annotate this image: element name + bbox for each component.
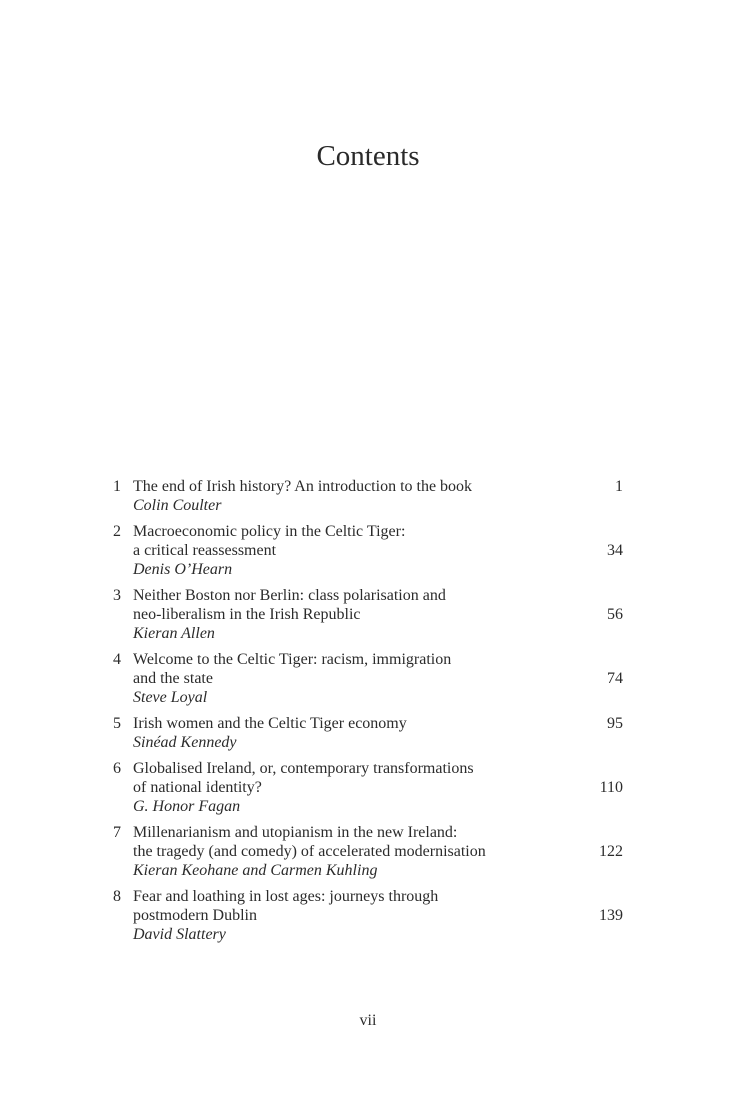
toc-entry <box>113 759 623 816</box>
chapter-author: G. Honor Fagan <box>133 798 241 815</box>
chapter-page: 56 <box>607 606 623 623</box>
toc-entry <box>113 887 623 944</box>
chapter-number: 2 <box>113 523 121 540</box>
chapter-number: 4 <box>113 651 121 668</box>
chapter-number: 6 <box>113 760 121 777</box>
chapter-number: 1 <box>113 478 121 495</box>
toc-entry <box>113 522 623 579</box>
chapter-title: The end of Irish history? An introduction to the book <box>133 478 473 495</box>
chapter-page: 34 <box>607 542 623 559</box>
chapter-author: Denis O’Hearn <box>133 561 233 578</box>
chapter-title: of national identity? <box>133 779 262 796</box>
chapter-page: 74 <box>607 670 623 687</box>
chapter-title: the tragedy (and comedy) of accelerated modernisation <box>133 843 486 860</box>
chapter-author: Steve Loyal <box>133 689 208 706</box>
chapter-number: 8 <box>113 888 121 905</box>
table-of-contents <box>113 477 623 951</box>
chapter-title: Globalised Ireland, or, contemporary transformations <box>133 760 474 777</box>
chapter-title: and the state <box>133 670 213 687</box>
chapter-number: 3 <box>113 587 121 604</box>
chapter-author: Kieran Keohane and Carmen Kuhling <box>133 862 378 879</box>
chapter-page: 110 <box>599 779 623 796</box>
chapter-title: Fear and loathing in lost ages: journeys through <box>133 888 439 905</box>
toc-entry <box>113 650 623 707</box>
chapter-title: Neither Boston nor Berlin: class polarisation and <box>133 587 446 604</box>
chapter-title: Welcome to the Celtic Tiger: racism, immigration <box>133 651 452 668</box>
chapter-title: Macroeconomic policy in the Celtic Tiger: <box>133 523 406 540</box>
chapter-page: 139 <box>599 907 623 924</box>
page-title: Contents <box>316 140 420 172</box>
page-number: vii <box>359 1012 377 1029</box>
toc-entry <box>113 586 623 643</box>
chapter-title: neo-liberalism in the Irish Republic <box>133 606 361 623</box>
chapter-author: David Slattery <box>133 926 226 943</box>
chapter-number: 5 <box>113 715 121 732</box>
chapter-title: Irish women and the Celtic Tiger economy <box>133 715 407 732</box>
toc-entry <box>113 823 623 880</box>
chapter-author: Colin Coulter <box>133 497 222 514</box>
chapter-number: 7 <box>113 824 121 841</box>
chapter-page: 95 <box>607 715 623 732</box>
chapter-author: Sinéad Kennedy <box>133 734 237 751</box>
chapter-title: a critical reassessment <box>133 542 277 559</box>
chapter-page: 1 <box>615 478 623 495</box>
toc-entry <box>113 477 623 515</box>
chapter-author: Kieran Allen <box>133 625 215 642</box>
chapter-page: 122 <box>599 843 623 860</box>
chapter-title: postmodern Dublin <box>133 907 257 924</box>
chapter-title: Millenarianism and utopianism in the new Ireland: <box>133 824 458 841</box>
toc-entry <box>113 714 623 752</box>
